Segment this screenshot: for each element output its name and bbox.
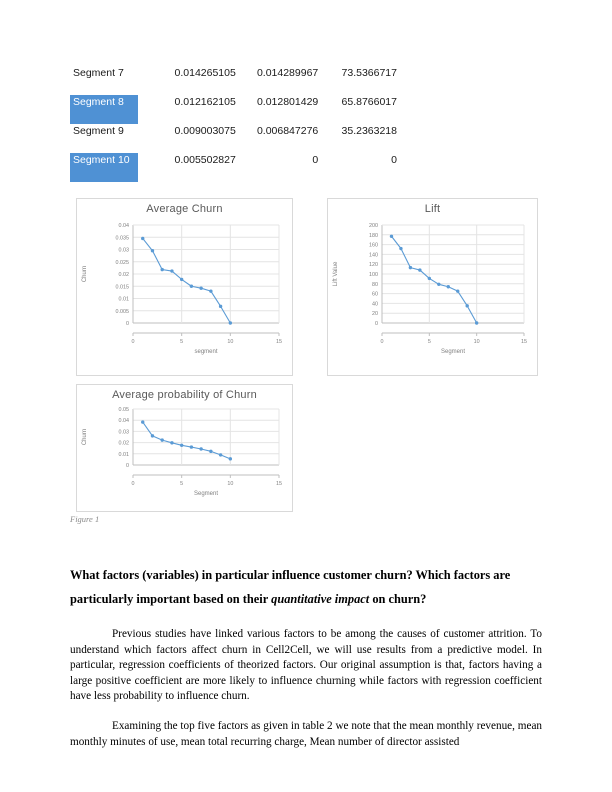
svg-text:0: 0 [131,339,135,345]
svg-text:segment: segment [194,349,218,355]
cell-lift: 65.8766017 [341,96,397,108]
cell-average-churn: 0.006847276 [256,125,319,137]
svg-text:15: 15 [521,339,527,345]
svg-text:10: 10 [227,339,234,345]
svg-text:Segment: Segment [193,491,219,497]
svg-text:120: 120 [369,262,378,269]
svg-text:0.025: 0.025 [115,259,129,266]
svg-text:Segment: Segment [440,349,466,355]
cell-average-probability: 0.012162105 [174,96,236,108]
cell-lift: 73.5366717 [341,67,397,79]
svg-text:0.03: 0.03 [118,247,129,254]
svg-text:0.03: 0.03 [118,429,129,436]
svg-text:10: 10 [227,481,234,487]
cell-average-probability: 0.014265105 [174,67,236,79]
chart-title: Average Churn [146,203,223,215]
svg-text:Lift Value: Lift Value [333,261,339,287]
svg-text:100: 100 [369,272,378,278]
heading-text-part2: on churn? [369,592,427,606]
figure-caption: Figure 1 [70,514,100,524]
document-body [70,563,542,764]
svg-text:0.05: 0.05 [118,407,129,413]
chart-lift [327,198,538,376]
chart-plot-area [328,215,537,367]
cell-average-probability: 0.005502827 [174,154,236,166]
svg-text:10: 10 [473,339,480,345]
cell-lift: 0 [391,154,397,166]
chart-average-probability-of-churn [76,384,293,512]
heading-text-part1: What factors (variables) in particular influence customer churn? Which factors are particularly important based on their [70,568,511,606]
table-body [70,66,400,182]
chart-title: Lift [424,203,441,215]
svg-text:160: 160 [369,242,378,249]
svg-text:5: 5 [180,339,184,345]
svg-text:15: 15 [276,339,282,345]
svg-text:0.04: 0.04 [118,223,129,229]
svg-text:80: 80 [372,281,378,288]
svg-text:0.035: 0.035 [115,235,129,242]
svg-text:0: 0 [380,339,384,345]
svg-text:0.01: 0.01 [118,451,129,458]
svg-text:0: 0 [126,321,129,327]
svg-text:40: 40 [372,301,378,308]
chart-plot-area [77,215,292,367]
table-row [70,124,400,153]
cell-average-churn: 0 [312,154,319,166]
svg-text:140: 140 [369,252,378,259]
table-row [70,153,400,182]
svg-text:15: 15 [276,481,282,487]
cell-segment-label: Segment 8 [70,95,138,124]
svg-text:Churn: Churn [82,428,88,446]
svg-text:200: 200 [369,223,378,229]
svg-text:Churn: Churn [82,265,88,283]
svg-text:5: 5 [180,481,184,487]
svg-text:180: 180 [369,232,378,239]
cell-segment-label: Segment 10 [70,153,138,182]
chart-plot-area [77,401,292,503]
cell-average-churn: 0.012801429 [256,96,319,108]
svg-text:0: 0 [126,463,129,469]
chart-average-churn [76,198,293,376]
table-row [70,66,400,95]
section-heading [70,563,542,611]
svg-text:0.015: 0.015 [115,284,129,291]
svg-text:5: 5 [427,339,431,345]
paragraph-top-five-factors: Examining the top five factors as given in table 2 we note that the mean monthly revenue, mean monthly minutes of use, mean total recurring charge, Mean number of director assisted [70,719,542,748]
svg-text:0.01: 0.01 [118,296,129,303]
svg-text:0.005: 0.005 [115,308,129,315]
chart-title: Average probability of Churn [112,389,257,401]
svg-text:0: 0 [375,321,378,327]
svg-text:60: 60 [372,291,378,298]
cell-average-probability: 0.009003075 [174,125,236,137]
cell-lift: 35.2363218 [341,125,397,137]
heading-emphasis: quantitative impact [271,592,370,606]
svg-text:0: 0 [131,481,135,487]
paragraph-previous-studies: Previous studies have linked various factors to be among the causes of customer attrition. To understand which factors affect churn in Cell2Cell, we will use results from a predictive model. In particular, regression coefficients of theorized factors. Our original assumption is that, factors having a large positive coefficient are more likely to influence churning while factors with regression coefficient have less probability to influence churn. [70,628,542,703]
svg-text:0.02: 0.02 [118,440,129,447]
table-row [70,95,400,124]
cell-segment-label: Segment 9 [73,125,124,137]
svg-text:0.02: 0.02 [118,272,129,278]
cell-average-churn: 0.014289967 [256,67,319,79]
cell-segment-label: Segment 7 [73,67,124,79]
svg-text:20: 20 [372,311,378,318]
segment-metrics-table [70,66,400,182]
svg-text:0.04: 0.04 [118,418,129,425]
